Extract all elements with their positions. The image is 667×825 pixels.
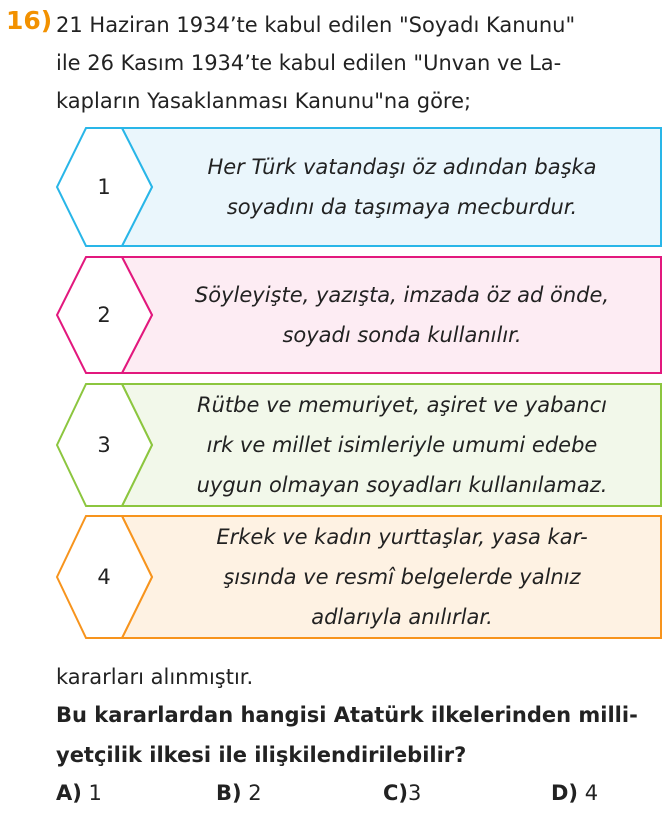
answer-letter: A) [56, 781, 82, 805]
option-number: 1 [97, 175, 111, 199]
option-box-3 [56, 383, 662, 507]
stem-line: kapların Yasaklanması Kanunu"na göre; [56, 89, 472, 113]
option-text-line: ırk ve millet isimleriyle umumi edebe [206, 433, 598, 457]
option-text-line: uygun olmayan soyadları kullanılamaz. [196, 473, 608, 497]
answer-text: 1 [81, 781, 102, 805]
answer-choice-a[interactable] [56, 781, 102, 805]
option-box-4 [56, 515, 662, 639]
option-text-line: Erkek ve kadın yurttaşlar, yasa kar- [216, 525, 588, 549]
option-text-line: adlarıyla anılırlar. [311, 605, 493, 629]
prompt-line: Bu kararlardan hangisi Atatürk ilkelerinden milli- [56, 703, 638, 727]
option-text-line: Söyleyişte, yazışta, imzada öz ad önde, [194, 283, 610, 307]
stem-line: ile 26 Kasım 1934’te kabul edilen "Unvan ve La- [56, 51, 562, 75]
answer-text: 4 [578, 781, 599, 805]
answer-text: 2 [241, 781, 262, 805]
answer-text: 3 [408, 781, 422, 805]
option-text [152, 515, 652, 639]
option-text [152, 383, 652, 507]
answer-letter: B) [216, 781, 242, 805]
option-box-1 [56, 127, 662, 247]
answer-choice-b[interactable] [216, 781, 262, 805]
option-box-2 [56, 256, 662, 374]
question-prompt [56, 695, 656, 775]
question-number: 16) [6, 6, 53, 35]
option-text-line: Her Türk vatandaşı öz adından başka [207, 155, 597, 179]
answer-letter: C) [383, 781, 409, 805]
answer-letter: D) [551, 781, 579, 805]
option-number: 3 [97, 433, 111, 457]
option-text-line: şısında ve resmî belgelerde yalnız [223, 565, 581, 589]
option-number: 2 [97, 303, 111, 327]
answer-choice-c[interactable] [383, 781, 421, 805]
option-text-line: soyadı sonda kullanılır. [282, 323, 522, 347]
option-text-line: Rütbe ve memuriyet, aşiret ve yabancı [197, 393, 607, 417]
stem-line: 21 Haziran 1934’te kabul edilen "Soyadı Kanunu" [56, 13, 576, 37]
option-text-line: soyadını da taşımaya mecburdur. [226, 195, 578, 219]
stem-continuation: kararları alınmıştır. [56, 665, 254, 689]
question-stem [56, 6, 656, 120]
prompt-line: yetçilik ilkesi ile ilişkilendirilebilir? [56, 743, 467, 767]
option-text [152, 256, 652, 374]
option-text [152, 127, 652, 247]
option-number: 4 [97, 565, 111, 589]
answer-choice-d[interactable] [551, 781, 598, 805]
